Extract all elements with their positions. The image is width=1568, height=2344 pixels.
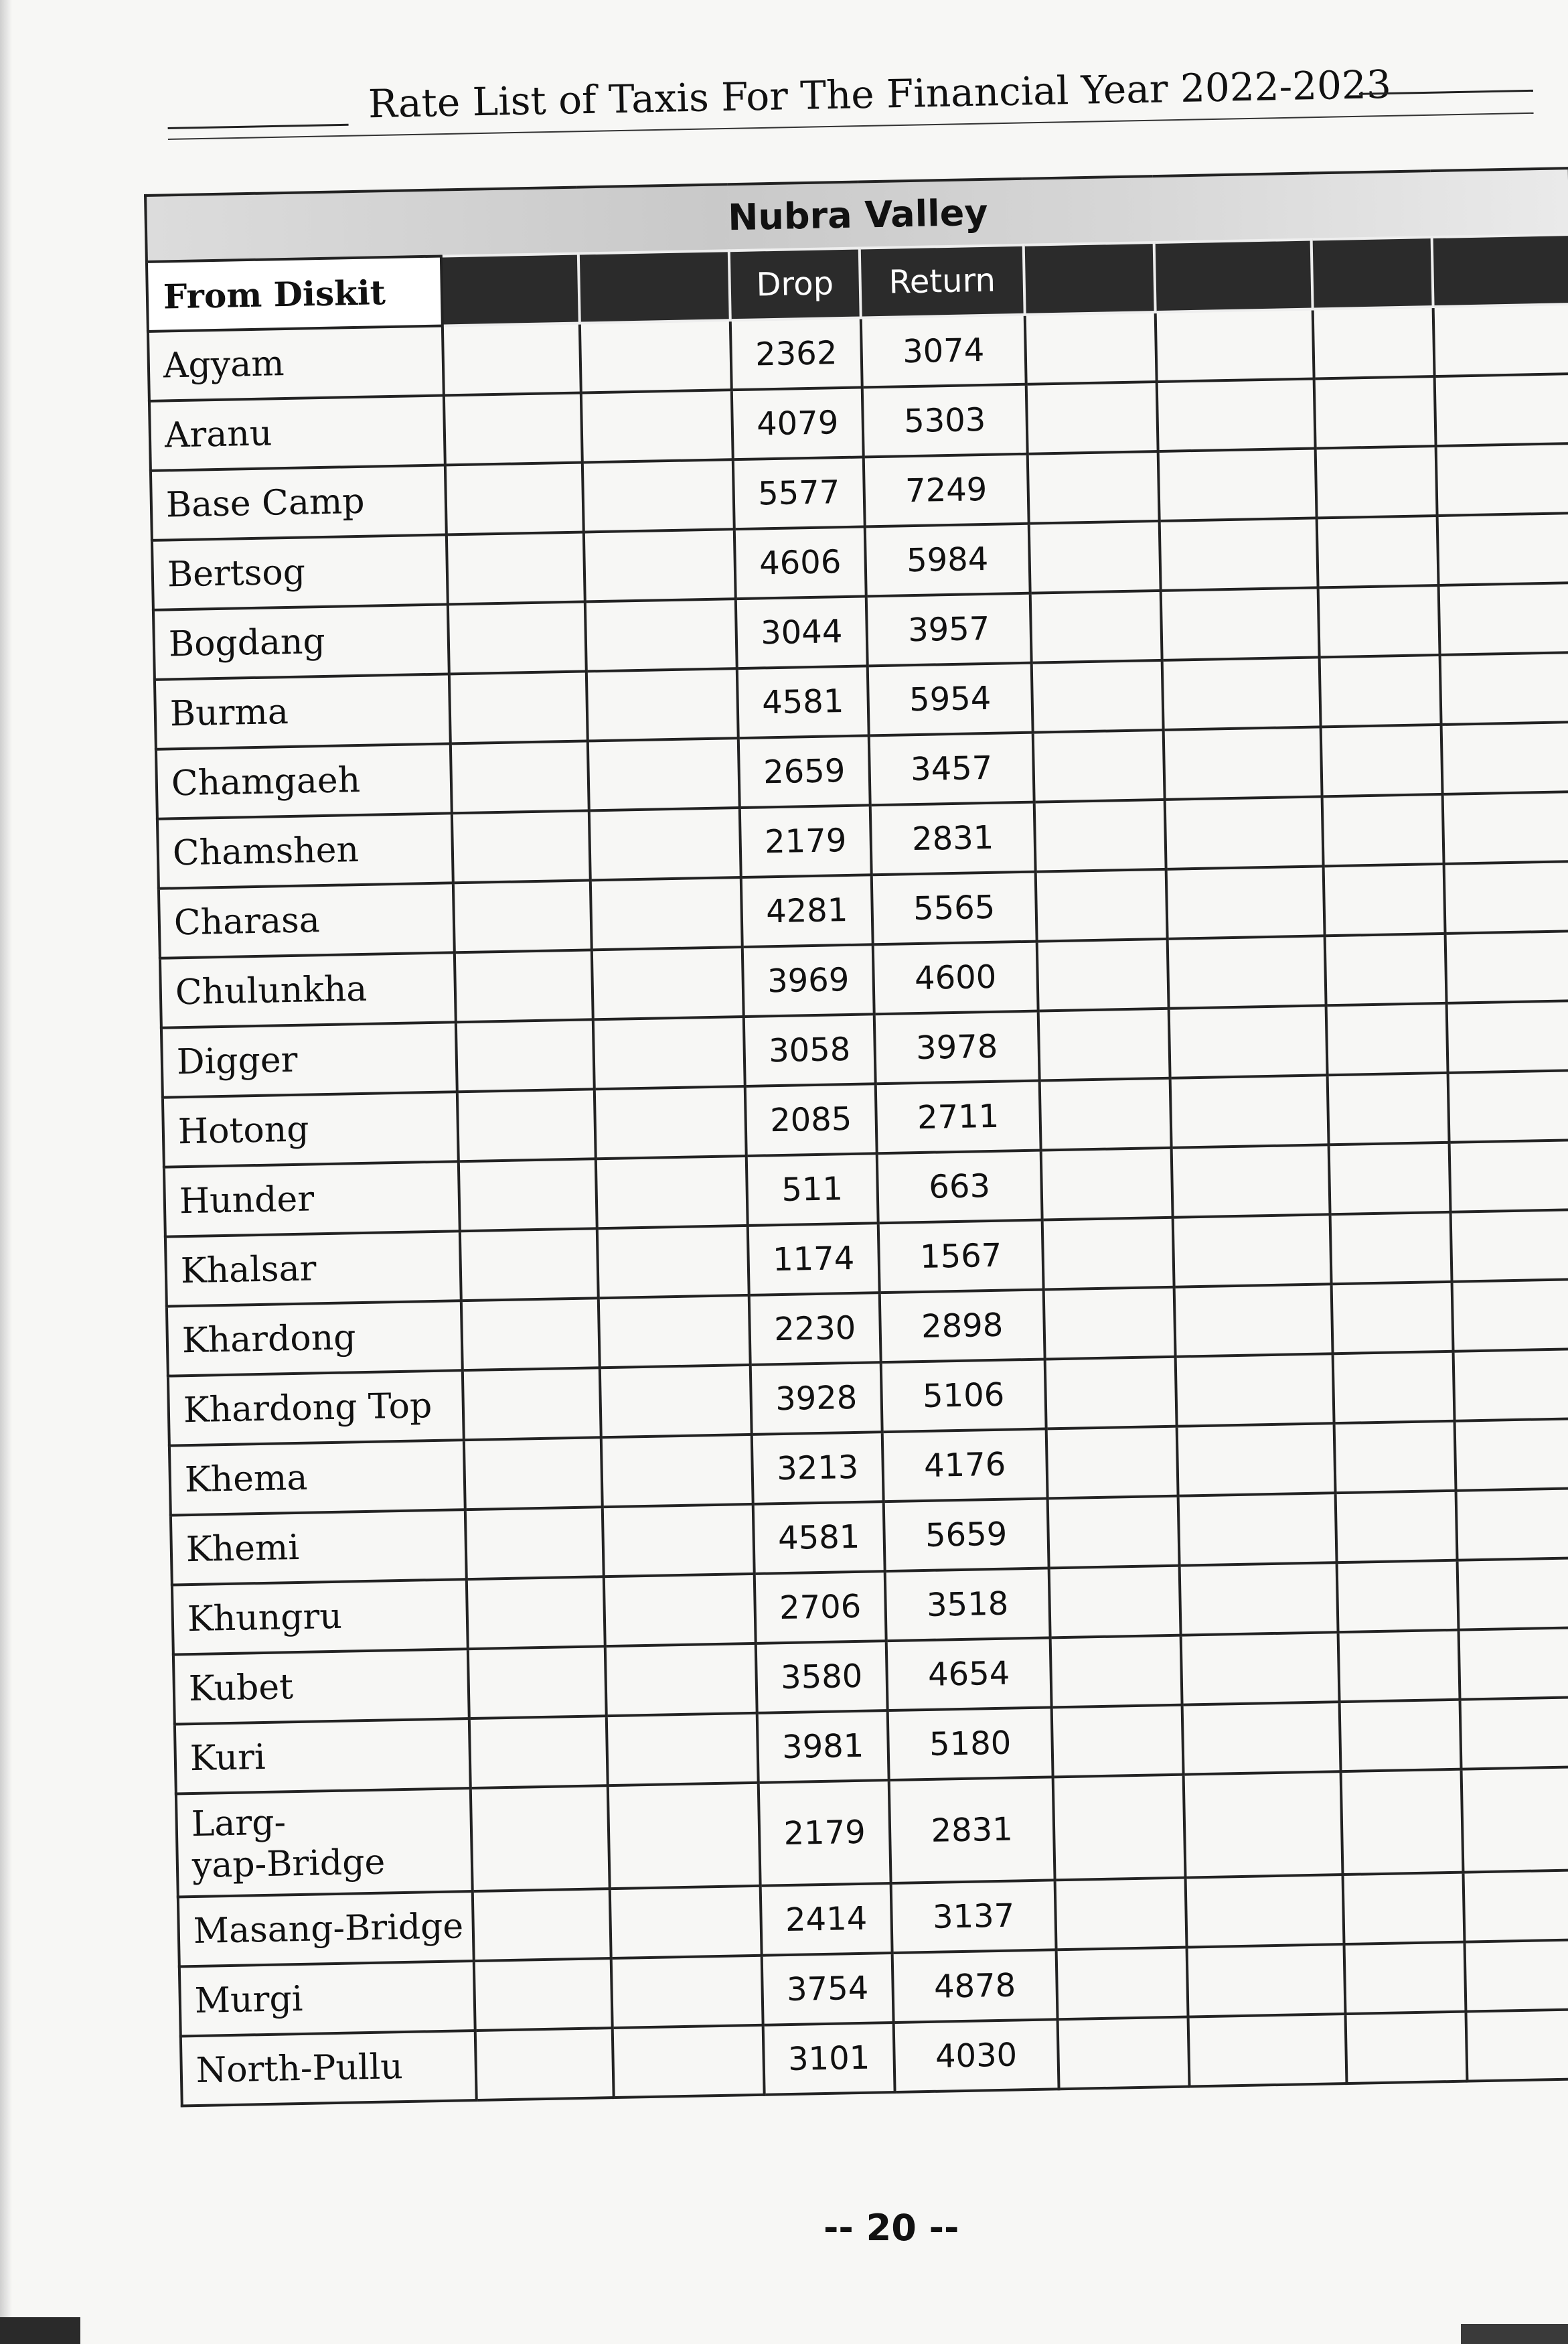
empty-cell [1182,1702,1341,1774]
empty-cell [1345,2012,1467,2083]
empty-cell [1332,1282,1454,1353]
return-fare: 7249 [864,454,1029,527]
return-fare: 3074 [861,315,1026,388]
empty-cell [1314,376,1436,448]
place-name: Khardong Top [168,1370,464,1445]
place-name: Bogdang [153,604,449,679]
drop-header: Drop [729,248,861,320]
drop-fare: 5577 [733,457,865,529]
return-fare: 5954 [868,663,1033,736]
empty-cell [1341,1769,1464,1875]
empty-cell [613,2025,765,2098]
empty-cell [1463,1870,1568,1942]
empty-cell [468,1646,607,1718]
place-name: Khardong [167,1301,463,1376]
empty-cell [611,1956,763,2028]
place-name: Digger [161,1022,457,1097]
empty-cell [584,529,736,601]
drop-fare: 2179 [759,1780,891,1886]
empty-cell [1462,1767,1568,1873]
drop-fare: 2179 [740,805,872,877]
place-name: Kubet [173,1649,469,1724]
empty-cell [596,1156,748,1228]
empty-cell [1459,1627,1568,1700]
empty-cell [1181,1632,1340,1704]
empty-cell [1030,591,1162,663]
empty-cell [1186,1875,1344,1947]
drop-fare: 3928 [751,1362,882,1435]
empty-cell [1041,1148,1173,1220]
return-fare: 3137 [891,1880,1056,1953]
empty-cell [1032,660,1164,733]
empty-cell [1328,1073,1449,1145]
empty-cell [444,393,582,465]
empty-header-cell [1432,234,1568,307]
empty-cell [1435,374,1568,446]
empty-cell [593,1017,745,1089]
empty-cell [471,1785,610,1891]
empty-cell [1464,1939,1568,2012]
empty-cell [1052,1705,1184,1777]
empty-cell [1447,1001,1568,1073]
empty-cell [1449,1140,1568,1212]
return-fare: 5659 [884,1498,1049,1571]
empty-cell [1036,869,1168,942]
empty-cell [1172,1145,1330,1217]
drop-fare: 4281 [741,875,873,947]
drop-fare: 3580 [756,1641,888,1713]
place-name: Khema [169,1440,465,1515]
page-title: Rate List of Taxis For The Financial Year 2022-2023 [368,61,1392,127]
empty-cell [597,1226,749,1298]
drop-fare: 3981 [757,1710,889,1783]
empty-cell [1058,2017,1190,2090]
empty-cell [1317,516,1439,587]
scan-edge [0,2317,80,2344]
empty-cell [595,1086,747,1159]
drop-fare: 2362 [730,317,862,390]
return-fare: 2831 [870,802,1036,875]
empty-cell [1056,1948,1188,2020]
empty-cell [1034,800,1166,872]
drop-fare: 3044 [736,596,868,668]
empty-cell [1046,1426,1178,1499]
return-fare: 5106 [881,1359,1046,1432]
empty-cell [1336,1491,1458,1562]
empty-cell [1170,1075,1329,1147]
empty-cell [461,1298,600,1370]
empty-cell [467,1577,605,1649]
empty-cell [1322,794,1444,866]
page-number: -- 20 -- [824,2207,959,2249]
return-fare: 3978 [874,1011,1040,1084]
empty-cell [1433,304,1568,376]
empty-cell [1033,730,1165,802]
empty-cell [1318,585,1440,657]
empty-cell [1456,1488,1568,1560]
region-title: Nubra Valley [145,168,1568,262]
empty-cell [1451,1210,1568,1282]
place-name-line: Larg- [191,1802,287,1845]
empty-cell [445,463,584,535]
empty-cell [1466,2009,1568,2081]
empty-cell [459,1159,597,1231]
empty-cell [1333,1351,1455,1423]
place-name [176,1788,473,1897]
empty-cell [1344,1942,1466,2014]
return-fare: 2898 [880,1290,1045,1363]
place-name-line: yap-Bridge [191,1842,386,1887]
empty-header-cell [441,254,580,326]
empty-cell [1164,727,1322,799]
empty-cell [589,808,741,880]
empty-cell [1176,1353,1334,1426]
drop-fare: 2085 [745,1084,877,1156]
empty-cell [1044,1287,1176,1360]
empty-cell [580,320,732,392]
drop-fare: 2230 [749,1293,881,1365]
empty-cell [1330,1212,1452,1284]
empty-cell [586,668,738,741]
empty-cell [1342,1873,1464,1944]
empty-cell [1180,1562,1338,1635]
empty-cell [1157,379,1316,451]
place-name: North-Pullu [181,2031,477,2106]
empty-cell [1334,1421,1456,1493]
empty-cell [1436,443,1568,516]
empty-cell [1055,1878,1187,1950]
drop-fare: 3101 [763,2023,895,2095]
empty-cell [1040,1078,1172,1151]
empty-cell [1161,587,1320,660]
empty-cell [473,1889,611,1961]
empty-cell [605,1643,757,1716]
return-fare: 4030 [894,2019,1059,2092]
place-name: Masang-Bridge [178,1891,474,1966]
return-fare: 2711 [876,1081,1041,1154]
empty-cell [1053,1775,1186,1881]
empty-cell [1444,861,1568,934]
empty-cell [1326,1003,1448,1075]
empty-cell [453,880,592,952]
empty-cell [604,1574,756,1646]
empty-cell [600,1365,752,1437]
scan-edge [1461,2324,1568,2344]
empty-cell [1166,866,1325,938]
empty-cell [1048,1496,1180,1568]
return-fare: 4654 [886,1637,1052,1710]
empty-cell [603,1504,755,1577]
place-name: Bertsog [152,534,448,609]
empty-cell [1160,518,1318,590]
drop-fare: 4581 [737,666,869,738]
empty-cell [1038,1009,1170,1081]
drop-fare: 3058 [744,1014,876,1086]
return-fare: 4600 [873,942,1038,1015]
place-name: Base Camp [151,465,447,540]
return-header: Return [860,245,1025,318]
rate-table [144,167,1568,2107]
empty-cell [1177,1423,1336,1495]
empty-cell [1321,725,1443,796]
place-name: Charasa [159,883,455,958]
place-name: Khalsar [165,1231,461,1306]
drop-fare: 4079 [732,387,864,459]
empty-cell [1045,1357,1177,1429]
place-name: Kuri [175,1718,471,1793]
return-fare: 4878 [892,1950,1058,2023]
return-fare: 5565 [872,872,1037,945]
drop-fare: 2706 [755,1571,886,1643]
empty-cell [1169,1005,1328,1078]
rate-table-container [144,167,1568,2107]
return-fare: 5180 [888,1707,1053,1780]
drop-fare: 511 [747,1153,878,1226]
drop-fare: 2659 [738,735,870,808]
empty-cell [1026,382,1158,454]
place-name: Khemi [171,1510,467,1585]
empty-cell [599,1295,751,1368]
table-body [148,304,1568,2106]
place-name: Burma [155,674,451,749]
empty-cell [1320,655,1441,727]
place-name: Hotong [163,1092,459,1167]
empty-cell [601,1435,753,1507]
empty-cell [588,738,740,810]
empty-cell [1028,451,1160,524]
empty-header-cell [1154,240,1313,312]
return-fare: 3518 [885,1568,1050,1641]
header-rule-left [168,124,349,129]
empty-cell [1174,1284,1333,1356]
empty-cell [443,323,581,396]
place-name: Agyam [148,325,444,400]
drop-fare: 2414 [761,1883,892,1956]
empty-cell [457,1089,596,1161]
place-name: Khungru [172,1579,468,1654]
empty-cell [469,1716,608,1788]
drop-fare: 4581 [753,1501,885,1574]
empty-cell [581,390,733,462]
empty-cell [1445,931,1568,1003]
empty-cell [1441,722,1568,794]
empty-cell [1184,1771,1343,1877]
empty-cell [1049,1566,1181,1638]
empty-cell [1325,934,1447,1005]
empty-cell [1168,936,1326,1008]
empty-cell [1173,1214,1332,1287]
place-name: Chulunkha [160,952,456,1027]
empty-header-cell [1312,237,1433,309]
empty-cell [1329,1143,1451,1214]
empty-cell [1316,446,1437,518]
empty-cell [608,1783,761,1889]
empty-cell [464,1437,603,1510]
drop-fare: 3754 [762,1953,894,2025]
empty-cell [1340,1700,1462,1771]
return-fare: 5984 [865,524,1030,597]
empty-cell [1437,513,1568,585]
empty-cell [1162,657,1321,729]
empty-cell [451,741,589,813]
return-fare: 3957 [866,593,1032,666]
drop-fare: 4606 [734,526,866,599]
empty-cell [1337,1560,1459,1632]
empty-cell [1158,448,1317,520]
empty-cell [591,877,742,950]
empty-cell [474,1958,613,2031]
empty-cell [1042,1218,1174,1290]
empty-cell [460,1228,599,1301]
empty-cell [1324,864,1445,936]
empty-cell [475,2028,614,2100]
empty-cell [1050,1635,1182,1708]
drop-fare: 1174 [748,1223,880,1295]
empty-cell [463,1368,601,1440]
from-label: From Diskit [147,256,443,331]
return-fare: 1567 [878,1220,1044,1293]
empty-cell [1025,312,1157,384]
empty-cell [1037,939,1169,1011]
empty-cell [455,950,593,1022]
empty-cell [1313,307,1435,378]
empty-cell [1029,521,1161,593]
empty-cell [465,1507,604,1579]
empty-cell [1165,796,1324,869]
empty-cell [448,601,586,674]
empty-cell [1338,1630,1460,1702]
empty-cell [585,599,737,671]
page-header [167,38,1534,151]
empty-cell [607,1713,759,1785]
empty-cell [1188,2014,1347,2086]
drop-fare: 3969 [742,944,874,1017]
drop-fare: 3213 [752,1432,884,1504]
place-name: Aranu [149,395,445,470]
empty-cell [1156,309,1314,382]
empty-cell [1440,652,1568,725]
empty-cell [1452,1279,1568,1351]
empty-cell [1460,1697,1568,1769]
empty-cell [1187,1944,1346,2017]
empty-cell [1458,1558,1568,1630]
empty-cell [1455,1418,1568,1491]
return-fare: 663 [877,1151,1042,1224]
empty-header-cell [578,250,730,323]
place-name: Hunder [164,1161,460,1236]
empty-cell [1178,1493,1337,1565]
empty-cell [1443,792,1568,864]
empty-cell [592,947,744,1019]
place-name: Murgi [179,1961,475,2036]
empty-cell [610,1886,762,1958]
return-fare: 3457 [869,733,1034,806]
empty-cell [449,671,588,743]
empty-cell [452,810,591,883]
place-name: Chamgaeh [156,743,452,818]
empty-cell [456,1019,595,1092]
empty-cell [582,459,734,532]
place-name: Chamshen [157,813,453,888]
empty-cell [1454,1349,1568,1421]
return-fare: 4176 [882,1429,1048,1501]
empty-cell [447,532,585,604]
empty-header-cell [1024,242,1156,315]
page-shadow [0,0,12,2344]
empty-cell [1439,583,1568,655]
return-fare: 5303 [862,384,1028,457]
return-fare: 2831 [889,1777,1055,1883]
empty-cell [1448,1070,1568,1143]
